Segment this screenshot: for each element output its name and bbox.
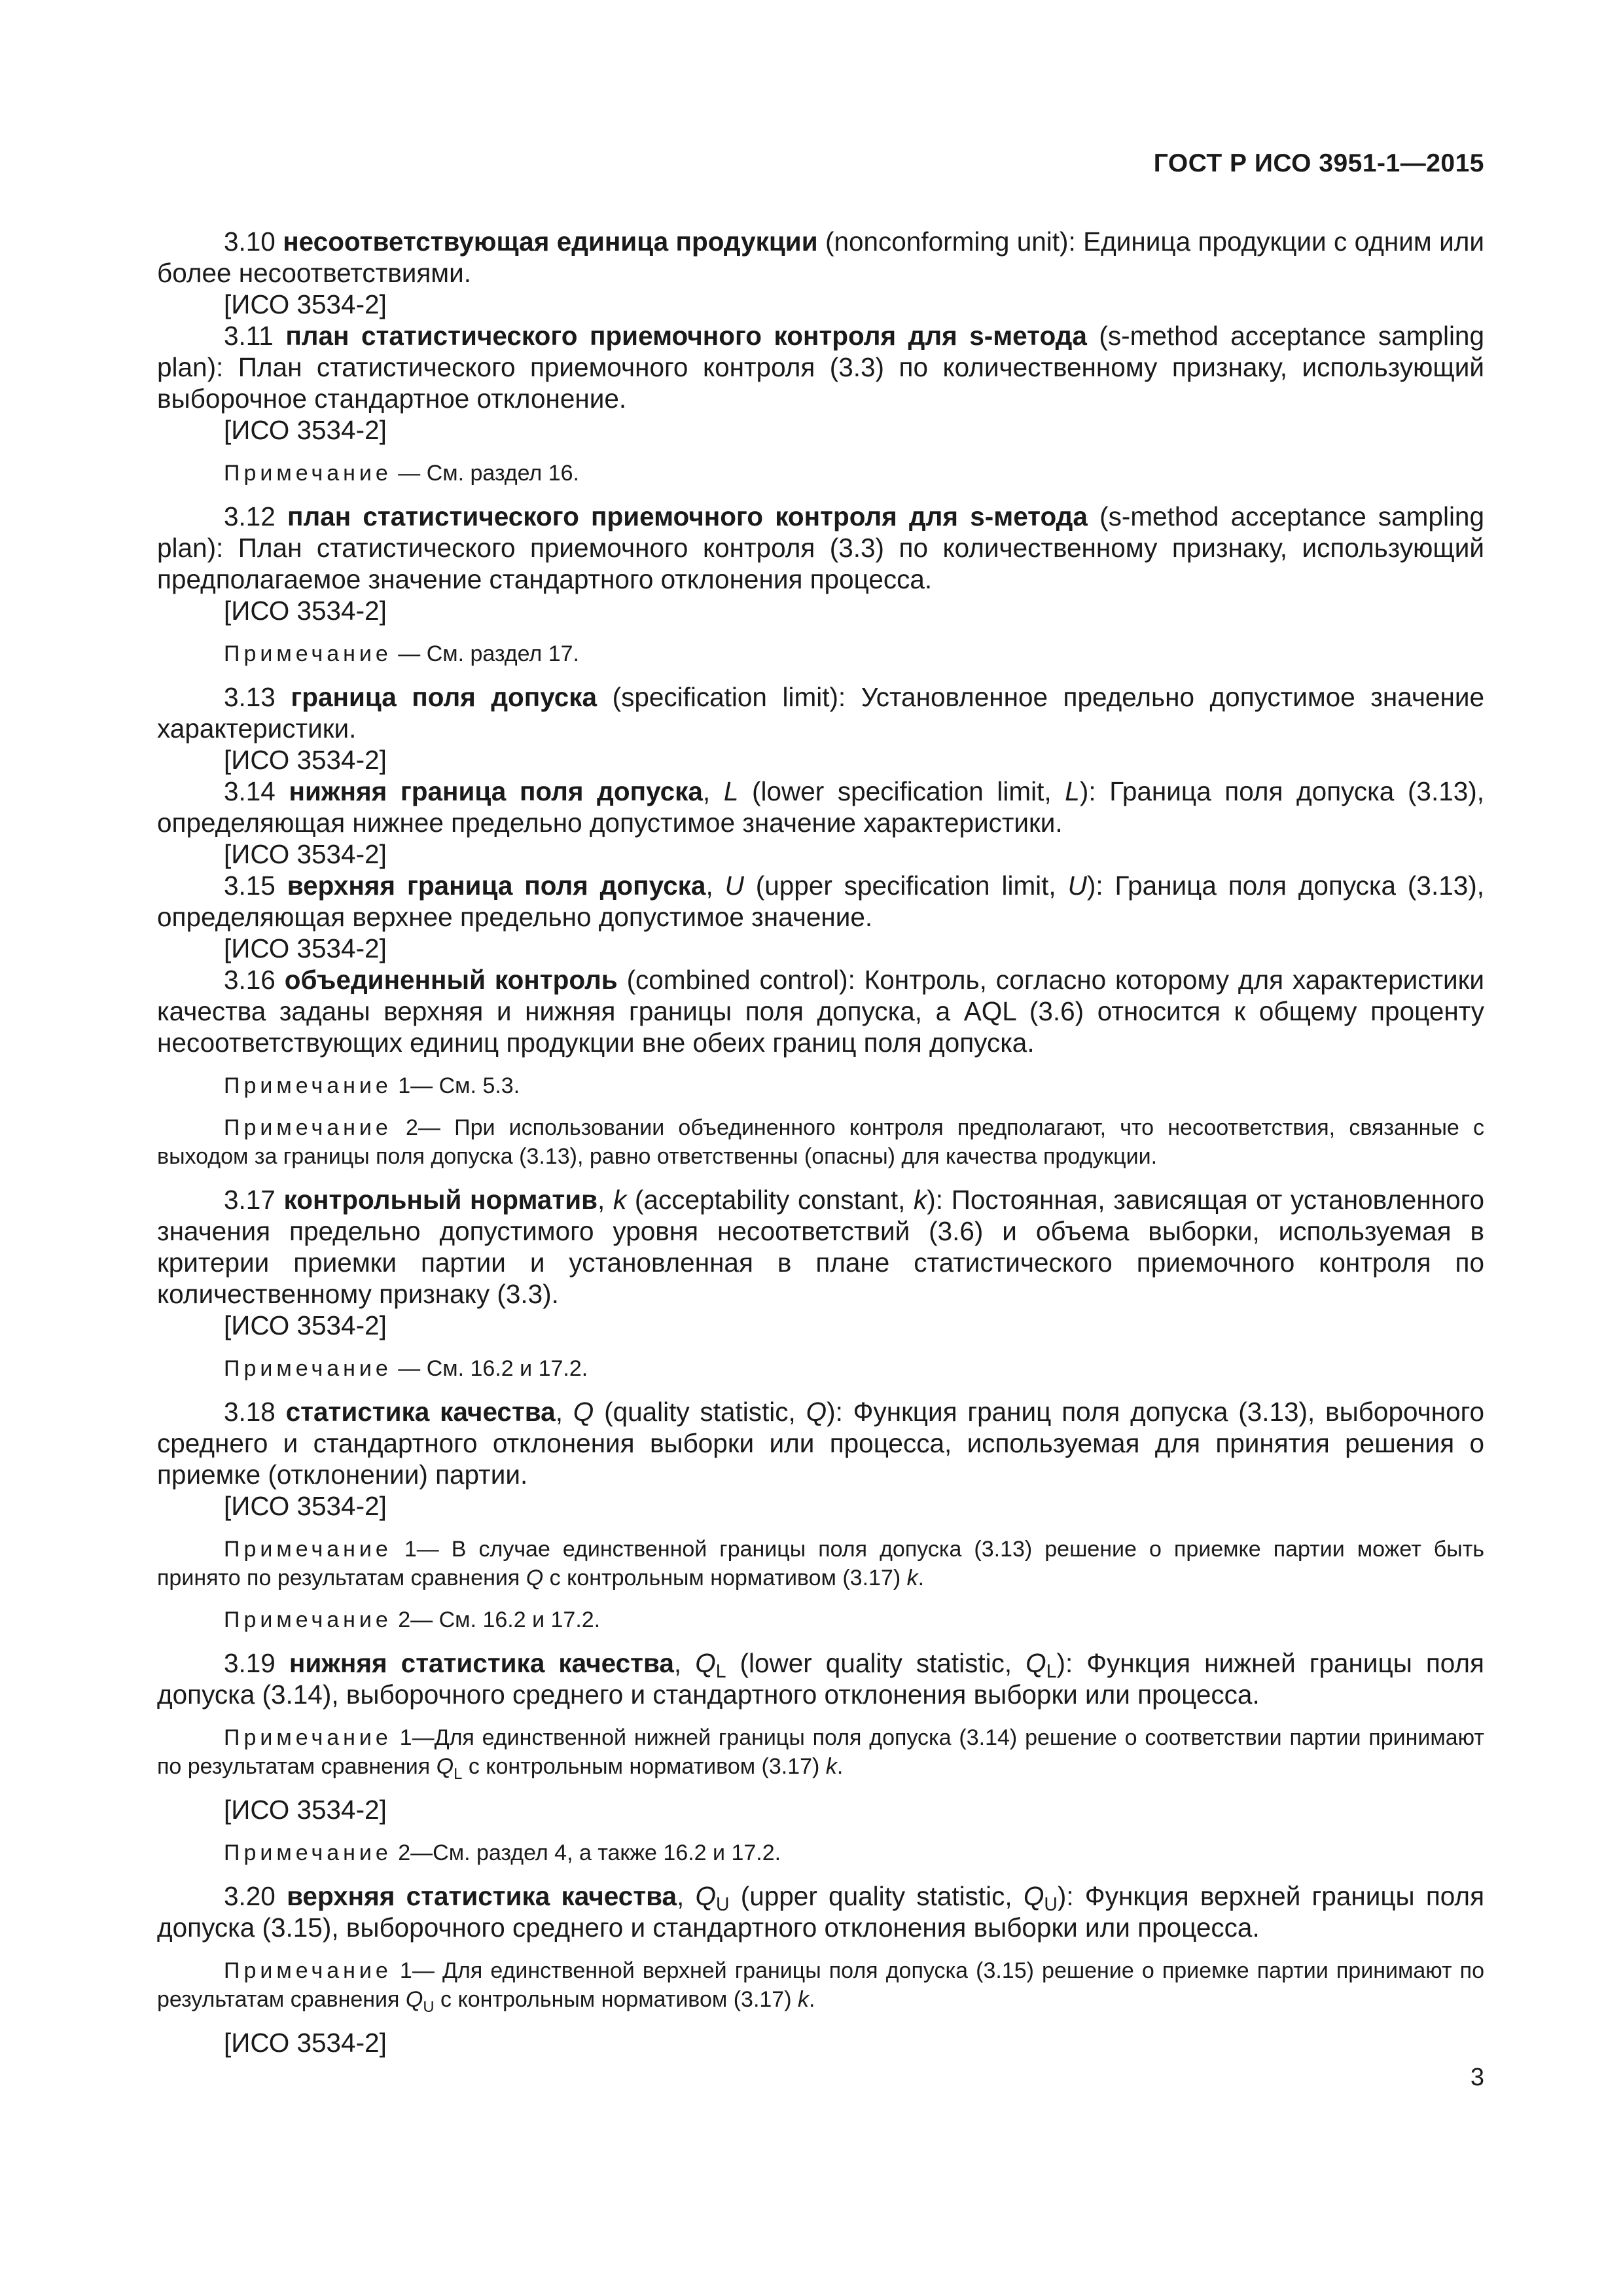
term-definition-b: ): Функция границ поля допуска (3.13), выборочного среднего и стандартного отклонения выборки или процесса, используемая для принятия решения о приемке (отклонении) партии.	[157, 1397, 1485, 1490]
note-text: .	[836, 1754, 844, 1779]
reference: [ИСО 3534-2]	[224, 289, 387, 319]
term-title: объединенный контроль	[284, 965, 618, 995]
term-definition: (s-method acceptance sampling plan): План статистического приемочного контроля (3.3) по количественному признаку, использующий выборочное стандартное отклонение.	[157, 321, 1484, 414]
term-3-17: 3.17 контрольный норматив, k (acceptability constant, k): Постоянная, зависящая от установленного значения предельно допустимого уровня несоответствий (3.6) и объема выборки, используемая в критерии приемки партии и установленная в плане статистического приемочного контроля по количественному признаку (3.3).	[157, 1185, 1484, 1309]
term-symbol: k	[613, 1185, 627, 1215]
term-subscript: L	[715, 1661, 726, 1682]
note-label: Примечание	[224, 1115, 392, 1140]
term-definition-b: ): Граница поля допуска (3.13), определяющая верхнее предельно допустимое значение.	[157, 870, 1484, 932]
term-definition-b: ): Функция нижней границы поля допуска (3.14), выборочного среднего и стандартного отклонения выборки или процесса.	[157, 1648, 1484, 1710]
term-definition-a: (quality statistic,	[594, 1397, 806, 1427]
term-symbol: Q	[573, 1397, 594, 1427]
note-dash: —	[418, 1115, 440, 1140]
term-definition-b: ): Граница поля допуска (3.13), определяющая нижнее предельно допустимое значение характеристики.	[157, 776, 1484, 838]
note-text: .	[809, 1987, 815, 2012]
note-number: 1	[398, 1073, 411, 1098]
term-symbol: Q	[1023, 1881, 1044, 1911]
term-title: статистика качества	[285, 1397, 556, 1427]
note-text: См. раздел 17.	[426, 641, 579, 666]
note	[157, 1354, 1484, 1383]
term-title: верхняя статистика качества	[287, 1881, 677, 1911]
term-symbol: Q	[1026, 1648, 1046, 1678]
term-number: 3.18	[224, 1397, 276, 1427]
note-dash: —	[398, 641, 421, 666]
note-text: с контрольным нормативом (3.17)	[434, 1987, 798, 2012]
term-subscript: U	[716, 1894, 730, 1915]
note-text: с контрольным нормативом (3.17)	[543, 1566, 907, 1590]
note-label: Примечание	[224, 1607, 392, 1632]
note	[157, 1723, 1484, 1781]
term-number: 3.14	[224, 776, 276, 806]
note-symbol: Q	[405, 1987, 423, 2012]
note	[157, 639, 1484, 668]
term-title: контрольный норматив	[283, 1185, 598, 1215]
term-title: план статистического приемочного контроля для s-метода	[287, 501, 1088, 531]
term-number: 3.11	[224, 321, 274, 351]
note-text: См. 16.2 и 17.2.	[426, 1356, 588, 1381]
note-number: 2	[398, 1607, 411, 1632]
note	[157, 459, 1484, 488]
term-3-16	[157, 964, 1484, 1058]
note-symbol: Q	[526, 1566, 544, 1590]
note-label: Примечание	[224, 1356, 392, 1381]
reference: [ИСО 3534-2]	[224, 839, 387, 869]
page-content	[157, 226, 1484, 2058]
page-header: ГОСТ Р ИСО 3951-1—2015	[1153, 149, 1484, 177]
note-text: .	[918, 1566, 925, 1590]
term-definition: (combined control): Контроль, согласно которому для характеристики качества заданы верхняя и нижняя границы поля допуска, а AQL (3.6) относится к общему проценту несоответствующих единиц продукции вне обеих границ поля допуска.	[157, 965, 1484, 1058]
term-definition-a: (upper specification limit,	[743, 870, 1068, 901]
term-number: 3.19	[224, 1648, 276, 1678]
note	[157, 1839, 1484, 1867]
term-definition-a: (lower specification limit,	[738, 776, 1065, 806]
term-3-20: 3.20 верхняя статистика качества, $Q_U$ (upper quality statistic, $Q_U$): Функция верхней границы поля допуска (3.15), выборочного среднего и стандартного отклонения выборки или процесса.	[157, 1881, 1484, 1943]
note-dash: —	[410, 1073, 433, 1098]
reference: [ИСО 3534-2]	[224, 745, 387, 775]
note-text: Для единственной нижней границы поля допуска (3.14) решение о соответствии партии принимают по результатам сравнения	[157, 1725, 1485, 1779]
reference: [ИСО 3534-2]	[224, 1491, 387, 1521]
note-dash: —	[410, 1607, 433, 1632]
note-number: 2	[398, 1840, 411, 1865]
note-text: См. раздел 4, а также 16.2 и 17.2.	[433, 1840, 781, 1865]
note-text: См. 5.3.	[438, 1073, 520, 1098]
term-3-12	[157, 501, 1484, 595]
term-symbol: U	[724, 870, 744, 901]
note-number: 1	[404, 1537, 417, 1562]
term-title: нижняя статистика качества	[289, 1648, 674, 1678]
term-definition-a: (upper quality statistic,	[729, 1881, 1024, 1911]
reference: [ИСО 3534-2]	[224, 933, 387, 963]
term-3-18: 3.18 статистика качества, Q (quality statistic, Q): Функция границ поля допуска (3.13), выборочного среднего и стандартного отклонения выборки или процесса, используемая для принятия решения о приемке (отклонении) партии.	[157, 1397, 1485, 1490]
term-3-10	[157, 226, 1484, 289]
note-symbol: k	[798, 1987, 809, 2012]
note-number: 2	[406, 1115, 418, 1140]
term-title: верхняя граница поля допуска	[287, 870, 706, 901]
term-title: план статистического приемочного контроля для s-метода	[285, 321, 1087, 351]
term-definition: (s-method acceptance sampling plan): План статистического приемочного контроля (3.3) по количественному признаку, использующий предполагаемое значение стандартного отклонения процесса.	[157, 501, 1484, 594]
note-subscript: U	[423, 1998, 435, 2016]
term-3-15: 3.15 верхняя граница поля допуска, U (upper specification limit, U): Граница поля допуска (3.13), определяющая верхнее предельно допустимое значение.	[157, 870, 1484, 932]
reference: [ИСО 3534-2]	[224, 2028, 387, 2058]
note-text: См. 16.2 и 17.2.	[438, 1607, 601, 1632]
note-text: В случае единственной границы поля допуска (3.13) решение о приемке партии может быть принято по результатам сравнения	[157, 1537, 1484, 1590]
reference: [ИСО 3534-2]	[224, 1795, 387, 1825]
term-number: 3.16	[224, 965, 276, 995]
note-symbol: k	[825, 1754, 837, 1779]
term-title: нижняя граница поля допуска	[289, 776, 703, 806]
note-label: Примечание	[224, 641, 392, 666]
note-label: Примечание	[224, 1073, 392, 1098]
term-subscript: L	[1046, 1661, 1057, 1682]
note	[157, 1605, 1484, 1634]
note-dash: —	[410, 1840, 433, 1865]
note-dash: —	[398, 1356, 421, 1381]
note-text: При использовании объединенного контроля предполагают, что несоответствия, связанные с выходом за границы поля допуска (3.13), равно ответственны (опасны) для качества продукции.	[157, 1115, 1484, 1169]
reference: [ИСО 3534-2]	[224, 596, 387, 626]
term-title: граница поля допуска	[291, 682, 597, 712]
note-dash: —	[412, 1725, 435, 1750]
term-definition-a: (lower quality statistic,	[726, 1648, 1026, 1678]
note-label: Примечание	[224, 461, 392, 486]
term-3-13	[157, 681, 1484, 744]
term-definition: (nonconforming unit): Единица продукции с одним или более несоответствиями.	[157, 226, 1485, 288]
note-number: 1	[399, 1958, 412, 1983]
note-text: См. раздел 16.	[426, 461, 579, 486]
term-number: 3.10	[224, 226, 276, 257]
term-3-19: 3.19 нижняя статистика качества, $Q_L$ (lower quality statistic, $Q_L$): Функция нижней границы поля допуска (3.14), выборочного среднего и стандартного отклонения выборки или процесса.	[157, 1648, 1484, 1710]
note-label: Примечание	[224, 1537, 392, 1562]
note-text: с контрольным нормативом (3.17)	[462, 1754, 826, 1779]
note-symbol: k	[906, 1566, 918, 1590]
note-dash: —	[412, 1958, 435, 1983]
note-label: Примечание	[224, 1725, 392, 1750]
term-symbol: k	[914, 1185, 927, 1215]
note-number: 1	[399, 1725, 412, 1750]
note-label: Примечание	[224, 1840, 392, 1865]
term-symbol: Q	[806, 1397, 827, 1427]
reference: [ИСО 3534-2]	[224, 1310, 387, 1340]
term-number: 3.17	[224, 1185, 276, 1215]
note-symbol: Q	[436, 1754, 454, 1779]
note-dash: —	[398, 461, 421, 486]
note	[157, 1535, 1484, 1592]
note	[157, 1956, 1484, 2014]
term-definition-a: (acceptability constant,	[626, 1185, 914, 1215]
note-label: Примечание	[224, 1958, 392, 1983]
term-symbol: Q	[695, 1881, 717, 1911]
term-3-11	[157, 320, 1484, 414]
term-definition: (specification limit): Установленное предельно допустимое значение характеристики.	[157, 682, 1484, 744]
term-number: 3.13	[224, 682, 276, 712]
term-symbol: L	[723, 776, 739, 806]
term-definition-b: ): Функция верхней границы поля допуска (3.15), выборочного среднего и стандартного отклонения выборки или процесса.	[157, 1881, 1484, 1943]
term-subscript: U	[1044, 1894, 1058, 1915]
note-text: Для единственной верхней границы поля допуска (3.15) решение о приемке партии принимают по результатам сравнения	[157, 1958, 1485, 2012]
term-symbol: Q	[695, 1648, 716, 1678]
note	[157, 1113, 1484, 1171]
note-subscript: L	[454, 1765, 463, 1783]
note-dash: —	[416, 1537, 439, 1562]
term-symbol: U	[1067, 870, 1087, 901]
note	[157, 1071, 1484, 1100]
term-number: 3.12	[224, 501, 276, 531]
term-symbol: L	[1065, 776, 1080, 806]
page-number: 3	[1470, 2064, 1484, 2091]
term-definition-b: ): Постоянная, зависящая от установленного значения предельно допустимого уровня несоответствий (3.6) и объема выборки, используемая в критерии приемки партии и установленная в плане статистического приемочного контроля по количественному признаку (3.3).	[157, 1185, 1484, 1309]
term-3-14: 3.14 нижняя граница поля допуска, L (lower specification limit, L): Граница поля допуска (3.13), определяющая нижнее предельно допустимое значение характеристики.	[157, 776, 1484, 838]
reference: [ИСО 3534-2]	[224, 415, 387, 445]
term-title: несоответствующая единица продукции	[283, 226, 818, 257]
term-number: 3.20	[224, 1881, 276, 1911]
term-number: 3.15	[224, 870, 276, 901]
